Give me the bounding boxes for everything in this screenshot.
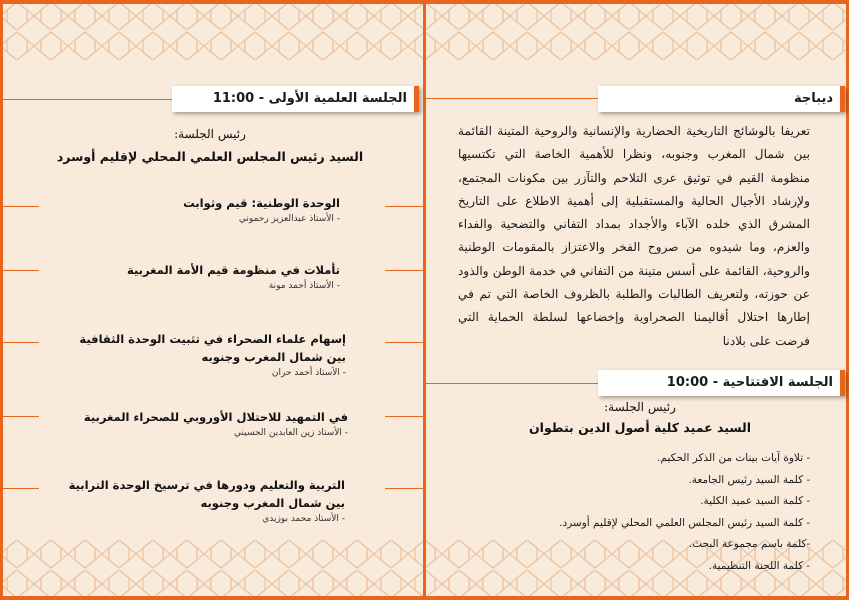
opening-chair-label: رئيس الجلسة: [604,400,676,414]
talk-rule-left [3,342,39,343]
talk-author: - الأستاذ عبدالعزيز رحموني [238,214,340,224]
talk-rule-left [3,270,39,271]
scientific-session-rule [3,99,173,100]
preamble-text: تعريفا بالوشائج التاريخية الحضارية والإنسانية والروحية المتينة القائمة بين شمال المغرب وجنوبه، ونظرا للأهمية الخاصة التي تكتسيها منظومة القيم في توثيق عرى التلاحم والتآزر بين مكونات المجتمع، ولإرشاد الأجيال الحالية والمستقبلية إلى أهمية الاطلاع على التاريخ المشرق الذي خلده الآباء والأجداد بمداد التفاني والتضحية والفداء والعزم، وما شيدوه من صروح الفخر والاعتزاز بالمقومات الوطنية والروحية، القائمة على أسس متينة من التفاني في خدمة الوطن والذود عن حوزته، ولتعريف الطالبات والطلبة بالظروف الخاصة التي تم في إطارها احتلال أقاليمنا الصحراوية وإخضاعها لسلطة الحماية التي فرضت على بلادنا [458,124,810,348]
talk-item [60,261,340,291]
border-left [0,0,3,600]
talk-rule-left [3,488,39,489]
talk-rule-left [3,416,39,417]
agenda-item: - كلمة السيد عميد الكلية. [700,495,810,508]
panel-fold-divider [423,0,426,600]
talk-author: - الأستاذ محمد بوزيدي [262,514,345,524]
talk-rule-right [385,270,423,271]
talk-rule-right [385,488,423,489]
agenda-item: - كلمة السيد رئيس المجلس العلمي المحلي لإقليم أوسرد. [559,516,810,529]
preamble-title-bar [598,86,845,112]
title-accent [840,370,845,396]
scientific-chair-label: رئيس الجلسة: [174,127,246,141]
talk-title-line2: بين شمال المغرب وجنوبه [200,496,345,510]
scientific-session-title-bar [172,86,419,112]
opening-chair-name: السيد عميد كلية أصول الدين بتطوان [528,420,752,435]
opening-session-title: الجلسة الافتتاحية - 10:00 [666,375,833,390]
talk-title: الوحدة الوطنية: قيم وثوابت [183,196,340,210]
scientific-session-title: الجلسة العلمية الأولى - 11:00 [212,91,407,106]
scientific-chair-name: السيد رئيس المجلس العلمي المحلي لإقليم أوسرد [56,149,364,164]
opening-session-rule [426,383,598,384]
talk-title: تأملات في منظومة قيم الأمة المغربية [127,263,340,277]
talk-item [60,194,340,224]
agenda-item: - تلاوة آيات بينات من الذكر الحكيم. [657,452,810,464]
agenda-item: - كلمة السيد رئيس الجامعة. [688,473,810,486]
talk-title: إسهام علماء الصحراء في تثبيت الوحدة الثقافية [79,332,346,346]
talk-author: - الأستاذ زين العابدين الحسيني [234,428,348,438]
talk-item [60,408,348,438]
talk-title: في التمهيد للاحتلال الأوروبي للصحراء المغربية [83,410,348,424]
talk-author: - الأستاذ أحمد حران [271,368,346,378]
talk-title-line2: بين شمال المغرب وجنوبه [201,350,346,364]
preamble-rule [426,98,598,99]
talk-rule-left [3,206,39,207]
talk-author: - الأستاذ أحمد مونة [268,281,340,291]
talk-rule-right [385,416,423,417]
talk-item [55,476,345,524]
talk-title: التربية والتعليم ودورها في ترسيخ الوحدة الترابية [68,478,345,492]
talk-rule-right [385,206,423,207]
opening-session-title-bar [598,370,845,396]
agenda-item: - كلمة اللجنة التنظيمية. [708,559,810,572]
talk-item [60,330,346,378]
title-accent [414,86,419,112]
talk-rule-right [385,342,423,343]
preamble-title: ديباجة [794,91,833,106]
opening-session-agenda [500,448,810,578]
title-accent [840,86,845,112]
agenda-item: -كلمة باسم مجموعة البحث. [688,538,810,551]
